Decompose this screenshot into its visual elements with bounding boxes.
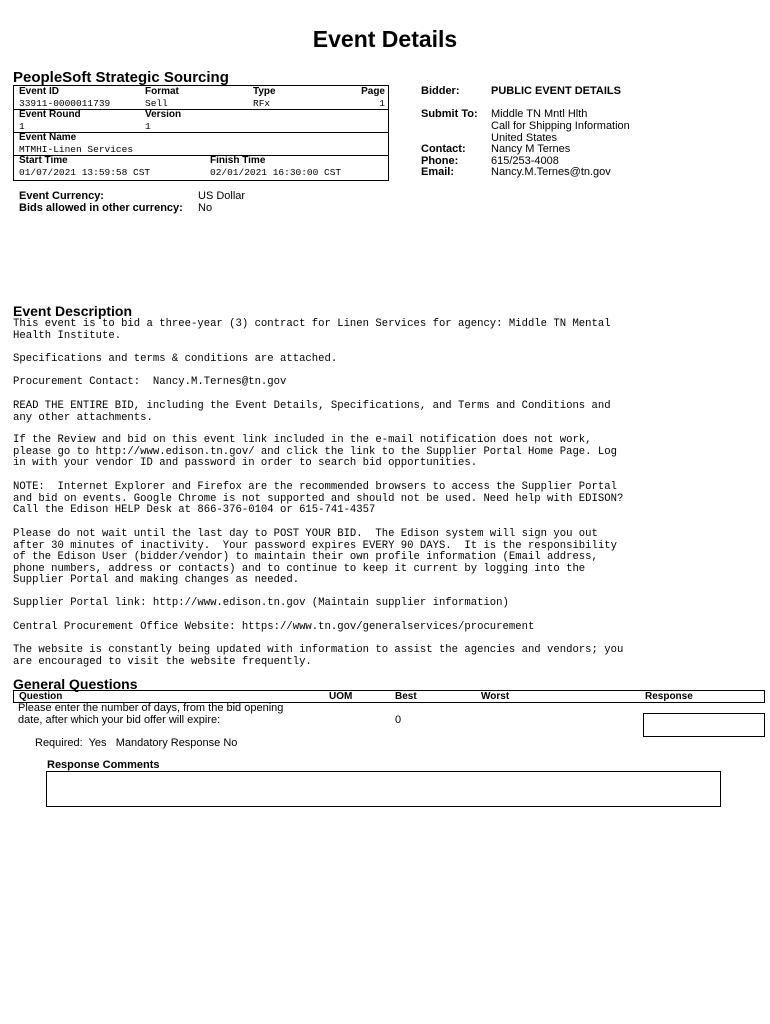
format-value: Sell xyxy=(145,98,168,109)
question-text: Please enter the number of days, from the bid opening date, after which your bid offer will expire: xyxy=(18,702,284,726)
start-time-label: Start Time xyxy=(19,155,68,166)
phone-label: Phone: xyxy=(421,155,459,167)
page-label: Page xyxy=(361,86,385,97)
description-paragraph: Procurement Contact: Nancy.M.Ternes@tn.gov xyxy=(13,376,287,388)
currency-label: Event Currency: xyxy=(19,190,104,202)
email-label: Email: xyxy=(421,166,455,178)
event-name-value: MTMHI-Linen Services xyxy=(19,144,134,155)
other-currency-label: Bids allowed in other currency: xyxy=(19,202,183,214)
event-round-label: Event Round xyxy=(19,109,81,120)
contact-value: Nancy M Ternes xyxy=(491,143,571,155)
description-paragraph: Supplier Portal link: http://www.edison.tn.gov (Maintain supplier information) xyxy=(13,597,509,609)
other-currency-value: No xyxy=(198,202,213,214)
response-input[interactable] xyxy=(643,713,765,737)
divider xyxy=(14,155,388,156)
question-column-header: Question xyxy=(19,691,63,702)
type-label: Type xyxy=(253,86,276,97)
worst-column-header: Worst xyxy=(481,691,510,702)
best-value: 0 xyxy=(395,714,402,726)
event-id-value: 33911-0000011739 xyxy=(19,98,111,109)
page-title: Event Details xyxy=(312,26,458,52)
description-paragraph: NOTE: Internet Explorer and Firefox are the recommended browsers to access the Supplier Portal and bid on events. Google Chrome is not supported and should not be used. Need help with EDISON? Call the Edison HELP Desk at 866-376-0104 or 615-741-4357 xyxy=(13,481,624,517)
description-paragraph: Specifications and terms & conditions are attached. xyxy=(13,353,338,365)
response-comments-label: Response Comments xyxy=(47,759,160,771)
submit-to-line-3: United States xyxy=(491,132,558,144)
finish-time-label: Finish Time xyxy=(210,155,266,166)
event-name-label: Event Name xyxy=(19,132,77,143)
description-paragraph: If the Review and bid on this event link included in the e-mail notification does not work, please go to http://www.edison.tn.gov/ and click the link to the Supplier Portal Home Page. Log in with your vendor ID and password in order to search bid opportunities. xyxy=(13,434,617,470)
description-paragraph: Please do not wait until the last day to POST YOUR BID. The Edison system will sign you out after 30 minutes of inactivity. Your password expires EVERY 90 DAYS. It is the responsibility of the Edison User (bidder/vendor) to maintain their own profile information (Email address, phone numbers, address or contacts) and to continue to keep it current by logging into the Supplier Portal and making changes as needed. xyxy=(13,528,617,587)
uom-column-header: UOM xyxy=(329,691,353,702)
submit-to-line-1: Middle TN Mntl Hlth xyxy=(491,108,588,120)
submit-to-label: Submit To: xyxy=(421,108,478,120)
type-value: RFx xyxy=(253,98,271,109)
version-value: 1 xyxy=(145,121,151,132)
start-time-value: 01/07/2021 13:59:58 CST xyxy=(19,167,151,178)
response-column-header: Response xyxy=(645,691,693,702)
description-paragraph: READ THE ENTIRE BID, including the Event Details, Specifications, and Terms and Conditions and any other attachments. xyxy=(13,400,611,424)
required-text: Required: Yes Mandatory Response No xyxy=(35,737,238,749)
best-column-header: Best xyxy=(395,691,417,702)
response-comments-field[interactable] xyxy=(46,771,721,807)
page-value: 1 xyxy=(379,98,385,109)
general-questions-heading: General Questions xyxy=(13,676,138,692)
event-description-heading: Event Description xyxy=(13,303,133,319)
org-title: PeopleSoft Strategic Sourcing xyxy=(13,69,229,86)
phone-value: 615/253-4008 xyxy=(491,155,559,167)
format-label: Format xyxy=(145,86,179,97)
bidder-value: PUBLIC EVENT DETAILS xyxy=(491,85,621,97)
currency-value: US Dollar xyxy=(198,190,246,202)
bidder-label: Bidder: xyxy=(421,85,460,97)
event-round-value: 1 xyxy=(19,121,25,132)
email-value: Nancy.M.Ternes@tn.gov xyxy=(491,166,611,178)
contact-label: Contact: xyxy=(421,143,466,155)
description-paragraph: This event is to bid a three-year (3) contract for Linen Services for agency: Middle TN Mental Health Institute. xyxy=(13,318,611,342)
description-paragraph: Central Procurement Office Website: https://www.tn.gov/generalservices/procurement xyxy=(13,621,535,633)
version-label: Version xyxy=(145,109,182,120)
submit-to-line-2: Call for Shipping Information xyxy=(491,120,630,132)
event-info-box xyxy=(13,85,389,181)
finish-time-value: 02/01/2021 16:30:00 CST xyxy=(210,167,342,178)
description-paragraph: The website is constantly being updated with information to assist the agencies and vendors; you are encouraged to visit the website frequently. xyxy=(13,644,624,668)
event-id-label: Event ID xyxy=(19,86,60,97)
